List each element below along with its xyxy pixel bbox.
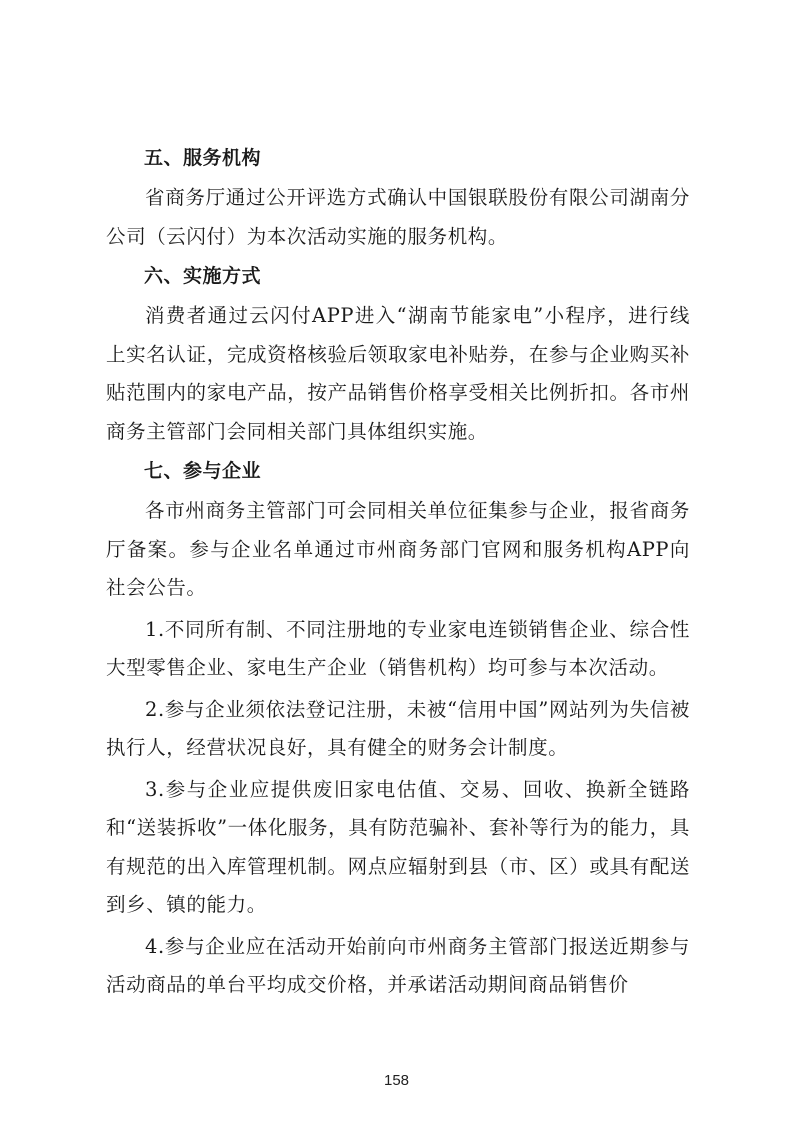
section-heading-service-agency: 五、服务机构 bbox=[144, 147, 262, 169]
document-body bbox=[106, 138, 690, 1005]
paragraph-implementation: 消费者通过云闪付APP进入“湖南节能家电”小程序，进行线上实名认证，完成资格核验后领取家电补贴券，在参与企业购买补贴范围内的家电产品，按产品销售价格享受相关比例折扣。各市州商务主管部门会同相关部门具体组织实施。 bbox=[106, 304, 690, 443]
section-heading-implementation: 六、实施方式 bbox=[144, 265, 262, 287]
paragraph-service-agency: 省商务厅通过公开评选方式确认中国银联股份有限公司湖南分公司（云闪付）为本次活动实施的服务机构。 bbox=[106, 186, 690, 248]
paragraph-enterprises-intro: 各市州商务主管部门可会同相关单位征集参与企业，报省商务厅备案。参与企业名单通过市州商务部门官网和服务机构APP向社会公告。 bbox=[106, 499, 690, 599]
paragraph-enterprises-item-1: 1.不同所有制、不同注册地的专业家电连锁销售企业、综合性大型零售企业、家电生产企业（销售机构）均可参与本次活动。 bbox=[106, 617, 690, 679]
paragraph-enterprises-item-3: 3.参与企业应提供废旧家电估值、交易、回收、换新全链路和“送装拆收”一体化服务，具有防范骗补、套补等行为的能力，具有规范的出入库管理机制。网点应辐射到县（市、区）或具有配送到乡、镇的能力。 bbox=[106, 777, 690, 916]
paragraph-enterprises-item-2: 2.参与企业须依法登记注册，未被“信用中国”网站列为失信被执行人，经营状况良好，具有健全的财务会计制度。 bbox=[106, 697, 690, 759]
section-heading-participating-enterprises: 七、参与企业 bbox=[144, 460, 262, 482]
page-number: 158 bbox=[383, 1072, 410, 1089]
paragraph-enterprises-item-4: 4.参与企业应在活动开始前向市州商务主管部门报送近期参与活动商品的单台平均成交价格，并承诺活动期间商品销售价 bbox=[106, 934, 690, 996]
